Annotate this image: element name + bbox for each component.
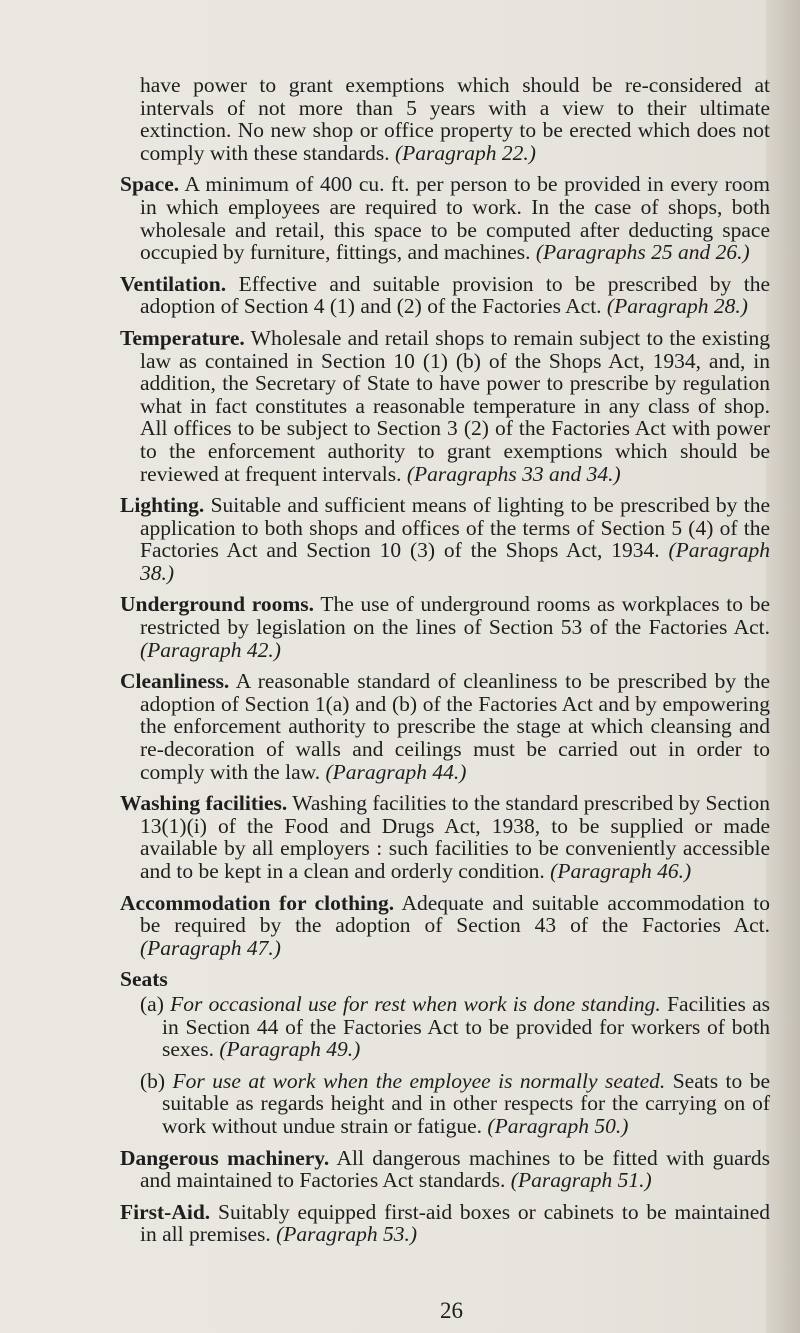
entry-heading: Accommodation for clothing. bbox=[120, 890, 395, 915]
entry-ref: (Paragraphs 25 and 26.) bbox=[535, 240, 750, 265]
body-text bbox=[120, 74, 770, 1255]
entry-cleanliness bbox=[120, 670, 770, 783]
entry-ref: (Paragraph 51.) bbox=[510, 1168, 652, 1193]
entry-heading: Lighting. bbox=[120, 493, 205, 518]
entry-text: All dangerous machines to be fitted with guards and maintained to Factories Act standards. bbox=[140, 1145, 770, 1193]
entry-washing-facilities bbox=[120, 792, 770, 882]
entry-text: Effective and suitable provision to be prescribed by the adoption of Section 4 (1) and (2) of the Factories Act. bbox=[140, 271, 770, 319]
entry-text: Washing facilities to the standard prescribed by Section 13(1)(i) of the Food and Drugs Act, 1938, to be supplied or made available by all employers : such facilities to be conveniently accessible and to be kept in a clean and orderly condition. bbox=[140, 791, 771, 883]
entry-lighting bbox=[120, 494, 770, 584]
seats-item-lead: For occasional use for rest when work is done standing. bbox=[170, 991, 661, 1016]
entry-temperature bbox=[120, 327, 770, 485]
seats-item-label: (b) bbox=[140, 1068, 166, 1093]
entry-ref: (Paragraph 53.) bbox=[276, 1222, 418, 1247]
entry-space bbox=[120, 173, 770, 263]
entry-text: Suitably equipped first-aid boxes or cabinets to be maintained in all premises. bbox=[140, 1199, 771, 1247]
entry-ref: (Paragraph 28.) bbox=[606, 294, 748, 319]
seats-item-b bbox=[120, 1070, 770, 1138]
entry-heading: Washing facilities. bbox=[120, 791, 288, 816]
seats-item-lead: For use at work when the employee is normally seated. bbox=[172, 1068, 666, 1093]
entry-heading: Ventilation. bbox=[120, 271, 227, 296]
entry-text: A reasonable standard of cleanliness to be prescribed by the adoption of Section 1(a) and (b) of the Factories Act and by empowering the enforcement authority to prescribe the stage at which cleansing and re-decoration of walls and ceilings must be carried out in order to comply with the law. bbox=[140, 669, 770, 784]
seats-item-ref: (Paragraph 49.) bbox=[219, 1037, 361, 1062]
seats-item-text: Facilities as in Section 44 of the Factories Act to be provided for workers of both sexes. bbox=[162, 991, 771, 1062]
entry-ventilation bbox=[120, 273, 770, 318]
seats-item-a bbox=[120, 993, 770, 1061]
entry-text: Suitable and sufficient means of lighting to be prescribed by the application to both shops and offices of the terms of Section 5 (4) of the Factories Act and Section 10 (3) of the Shops Act, 1934. bbox=[140, 493, 771, 563]
seats-item-text: Seats to be suitable as regards height and in other respects for the carrying on of work without undue strain or fatigue. bbox=[162, 1068, 771, 1138]
entry-ref: (Paragraph 38.) bbox=[140, 538, 771, 585]
opening-paragraph bbox=[120, 74, 770, 164]
seats-heading: Seats bbox=[120, 967, 168, 992]
entry-heading: Temperature. bbox=[120, 325, 245, 350]
entry-text: A minimum of 400 cu. ft. per person to be provided in every room in which employees are required to work. In the case of shops, both wholesale and retail, this space to be computed after deducting space occupied by furniture, fittings, and machines. bbox=[140, 172, 770, 265]
opening-ref: (Paragraph 22.) bbox=[394, 140, 536, 165]
entry-ref: (Paragraph 47.) bbox=[140, 935, 281, 960]
entry-ref: (Paragraph 46.) bbox=[550, 859, 692, 883]
entry-heading: Dangerous machinery. bbox=[120, 1145, 330, 1170]
seats-item-ref: (Paragraph 50.) bbox=[487, 1113, 629, 1138]
entry-ref: (Paragraph 42.) bbox=[140, 637, 281, 662]
page-edge bbox=[766, 0, 800, 1333]
page-number: 26 bbox=[440, 1298, 463, 1323]
entry-heading: Underground rooms. bbox=[120, 592, 315, 617]
entry-text: Adequate and suitable accommodation to be required by the adoption of Section 43 of the Factories Act. bbox=[140, 890, 770, 938]
entry-underground-rooms bbox=[120, 593, 770, 661]
opening-text: have power to grant exemptions which should be re-considered at intervals of not more than 5 years with a view to their ultimate extinction. No new shop or office property to be erected which does not comply with these standards. bbox=[140, 73, 770, 165]
entry-text: The use of underground rooms as workplaces to be restricted by legislation on the lines of Section 53 of the Factories Act. bbox=[140, 592, 770, 640]
seats-item-label: (a) bbox=[140, 991, 164, 1016]
entry-ref: (Paragraph 44.) bbox=[325, 759, 467, 784]
entry-first-aid bbox=[120, 1201, 770, 1246]
entry-heading: Cleanliness. bbox=[120, 669, 230, 694]
entry-heading: Space. bbox=[120, 172, 180, 197]
entry-heading: First-Aid. bbox=[120, 1199, 211, 1224]
entry-ref: (Paragraphs 33 and 34.) bbox=[406, 461, 621, 486]
entry-text: Wholesale and retail shops to remain subject to the existing law as contained in Section 10 (1) (b) of the Shops Act, 1934, and, in addition, the Secretary of State to have power to prescribe by regulation what in fact constitutes a reasonable temperature in any class of shop. All offices to be subject to Section 3 (2) of the Factories Act with power to the enforcement authority to grant exemptions which should be reviewed at frequent intervals. bbox=[140, 325, 770, 486]
entry-accommodation-for-clothing bbox=[120, 892, 770, 960]
entry-dangerous-machinery bbox=[120, 1147, 770, 1192]
